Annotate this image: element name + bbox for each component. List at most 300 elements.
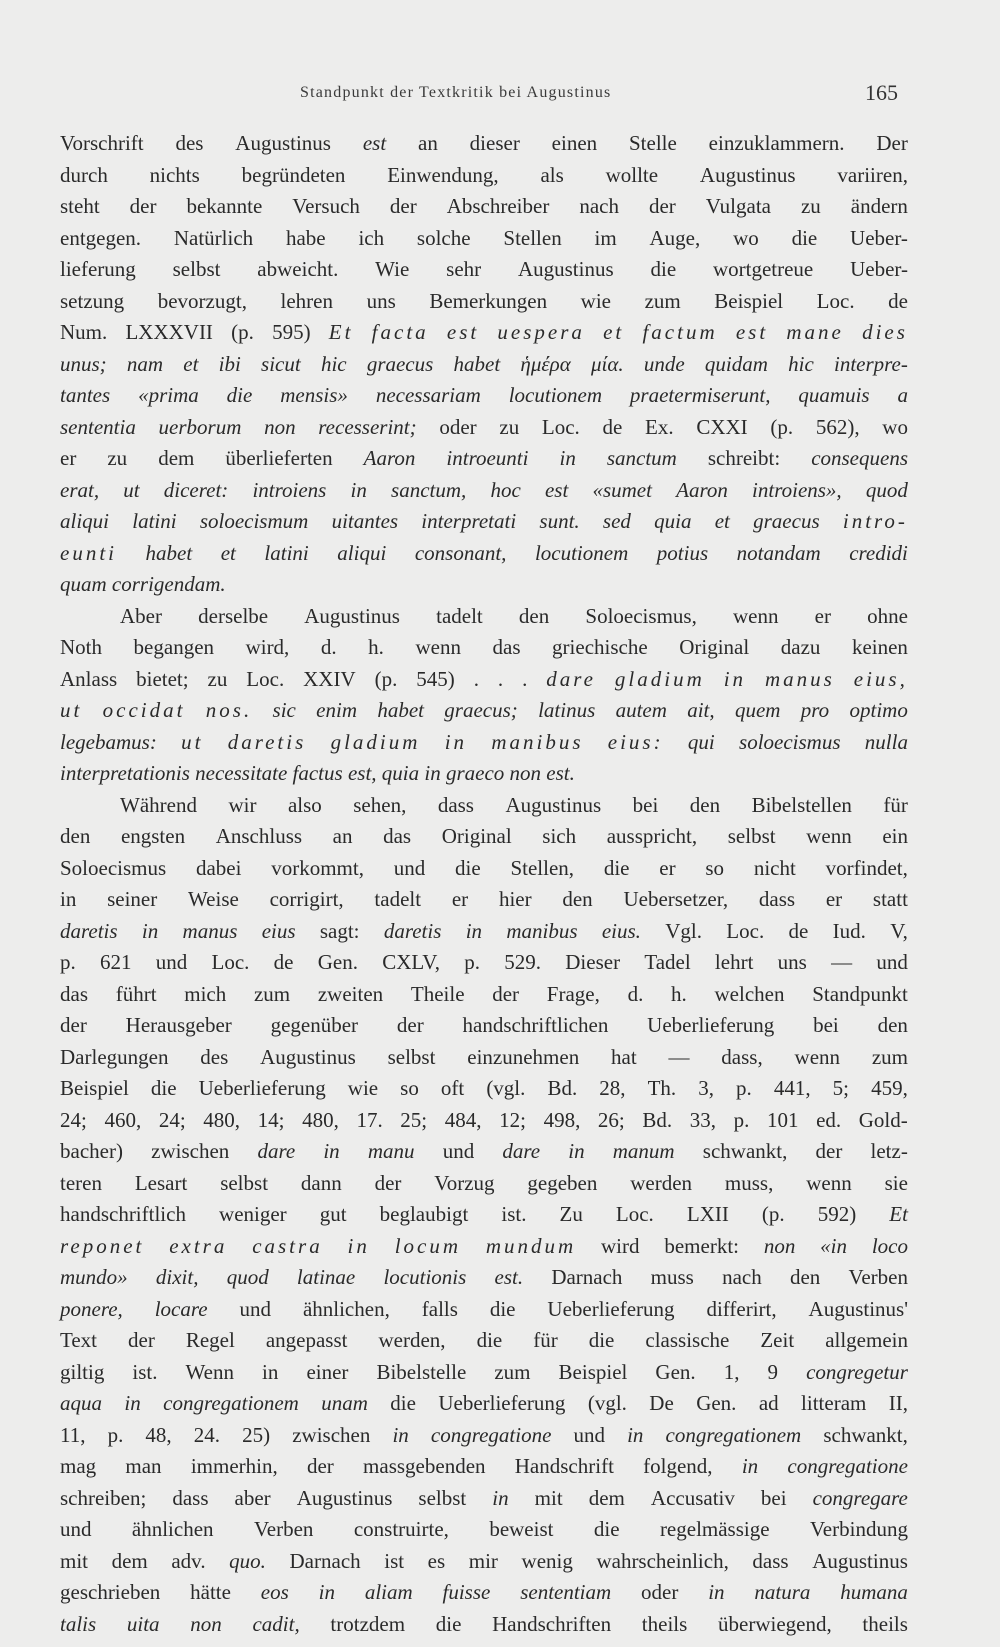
word: (vgl. <box>486 1076 526 1100</box>
word: so <box>400 1076 419 1100</box>
word: 1, <box>723 1359 740 1384</box>
word: Lesart <box>134 1170 188 1195</box>
text-line <box>60 1451 908 1483</box>
word: V, <box>890 918 908 943</box>
word: für <box>883 792 908 817</box>
word: quem <box>734 698 781 722</box>
word: tadelt <box>374 887 422 911</box>
word: muss <box>650 1265 694 1289</box>
word: Vorzug <box>434 1170 495 1195</box>
word: dem <box>588 1485 625 1510</box>
word: wenn <box>806 824 852 848</box>
word: potius <box>656 540 709 565</box>
word: mane <box>786 320 844 344</box>
word: zum <box>494 1359 531 1384</box>
word: est <box>446 320 480 344</box>
word: ähnlichen <box>131 1517 214 1541</box>
word: Num. <box>60 320 108 344</box>
text-line <box>60 1199 908 1231</box>
word: die <box>476 1328 503 1352</box>
word: in <box>708 1580 725 1604</box>
word: XXIV <box>303 666 356 691</box>
word: habet <box>377 698 424 722</box>
word: den <box>518 603 550 628</box>
word: talis <box>60 1611 97 1636</box>
word: pro <box>800 698 830 722</box>
word: wollte <box>605 162 659 187</box>
text-line <box>60 349 908 381</box>
word: introiens», <box>752 477 842 502</box>
word: begangen <box>133 635 215 659</box>
word: dazu <box>780 635 821 659</box>
text-line <box>60 601 908 633</box>
word: die <box>150 1076 177 1100</box>
word: schwankt, <box>823 1422 908 1447</box>
text-line <box>60 1546 908 1578</box>
word: sunt. <box>539 509 580 533</box>
word: differirt, <box>706 1296 777 1321</box>
word: wie <box>580 288 611 313</box>
word: dass <box>172 1485 209 1510</box>
word: selbst <box>418 1485 467 1510</box>
word: oder <box>439 414 477 439</box>
word: werden <box>630 1170 693 1195</box>
word: locare <box>154 1296 208 1321</box>
word: hic <box>320 351 347 376</box>
word: trotzdem <box>330 1611 406 1636</box>
word: ponere, <box>60 1296 123 1321</box>
text-line <box>60 506 908 538</box>
word: Beispiel <box>714 288 784 313</box>
word: mir <box>468 1548 498 1573</box>
word: Gen. <box>317 950 358 974</box>
text-line <box>60 1231 908 1263</box>
word: Augustinus' <box>808 1296 908 1321</box>
word: der <box>815 1139 843 1163</box>
word: dabei <box>195 855 242 880</box>
word: legebamus: <box>60 729 157 754</box>
word: aliam <box>364 1580 413 1604</box>
word: der <box>128 1328 155 1352</box>
word: wird, <box>245 635 290 659</box>
word: ist. <box>501 1202 527 1226</box>
word: 48, <box>145 1422 172 1447</box>
word: Ueberlieferung <box>647 1013 775 1037</box>
word: Augustinus <box>812 1548 908 1573</box>
word: adv. <box>171 1548 206 1573</box>
word: keinen <box>851 635 908 659</box>
word: dass <box>758 887 796 911</box>
word: dare <box>257 1139 296 1163</box>
word: dare <box>502 1139 541 1163</box>
word: Stellen, <box>510 855 575 880</box>
word: Anlass <box>60 666 118 691</box>
word: p. <box>464 950 481 974</box>
word: Zu <box>559 1202 583 1226</box>
word: beglaubigt <box>379 1202 469 1226</box>
word: interpre- <box>833 351 908 376</box>
text-line <box>60 1388 908 1420</box>
text-line <box>60 727 908 759</box>
text-line <box>60 443 908 475</box>
word: non <box>264 414 296 439</box>
word: quod <box>226 1265 269 1289</box>
word: humana <box>840 1580 908 1604</box>
word: 17. <box>356 1107 383 1132</box>
word: Augustinus <box>505 792 602 817</box>
word: classische <box>645 1328 730 1352</box>
word: Vgl. <box>665 918 702 943</box>
word: uitantes <box>331 509 399 533</box>
word: zum <box>871 1044 908 1069</box>
word: ed. <box>816 1107 842 1132</box>
word: des <box>200 1044 229 1069</box>
text-line <box>60 1609 908 1641</box>
word: Verbindung <box>809 1517 908 1541</box>
word: eius: <box>607 729 664 754</box>
word: führt <box>115 981 157 1006</box>
word: . <box>522 666 528 691</box>
word: Ueberlieferung <box>438 1391 566 1415</box>
word: soloecismus <box>739 729 841 754</box>
word: praetermiserunt, <box>629 383 771 407</box>
word: — <box>668 1044 690 1069</box>
word: Herausgeber <box>125 1013 232 1037</box>
word: die <box>455 855 481 880</box>
word: soloecismum <box>199 509 309 533</box>
word: mensis» <box>280 383 348 407</box>
text-line <box>60 1577 908 1609</box>
text-line <box>60 286 908 318</box>
text-line <box>60 664 908 696</box>
word: introeunti <box>446 446 529 470</box>
word: einer <box>306 1359 349 1384</box>
word: mit <box>534 1485 563 1510</box>
word: schwankt, <box>702 1139 788 1163</box>
word: Loc. <box>211 950 250 974</box>
word: 24; <box>158 1107 186 1132</box>
word: in <box>262 1359 279 1384</box>
text-line <box>60 1514 908 1546</box>
word: extra <box>169 1233 228 1258</box>
page-number: 165 <box>865 80 898 105</box>
word: d. <box>320 635 337 659</box>
word: selbst <box>220 1170 269 1195</box>
word: bacher) <box>60 1139 123 1163</box>
word: in <box>318 1580 335 1604</box>
word: Gold- <box>858 1107 908 1132</box>
word: für <box>533 1328 558 1352</box>
word: der <box>374 1170 402 1195</box>
word: 14; <box>257 1107 285 1132</box>
word: fuisse <box>442 1580 491 1604</box>
word: 595) <box>272 320 311 344</box>
word: abweicht. <box>257 257 339 281</box>
word: im <box>594 225 617 250</box>
word: in <box>323 1139 340 1163</box>
word: de <box>888 288 908 313</box>
word: der <box>60 1013 87 1037</box>
word: necessariam <box>375 383 481 407</box>
word: et <box>603 320 625 344</box>
word: eius, <box>853 666 908 691</box>
word: lehrt <box>714 950 754 974</box>
word: Zeit <box>760 1328 795 1352</box>
word: est, <box>347 761 377 785</box>
word: occidat <box>102 698 186 722</box>
word: 12; <box>499 1107 526 1132</box>
word: einzunehmen <box>467 1044 580 1069</box>
word: sicut <box>261 351 301 376</box>
word: 441, <box>773 1076 811 1100</box>
text-line <box>60 128 908 160</box>
word: ähnlichen, <box>302 1296 390 1321</box>
word: Noth <box>60 635 102 659</box>
word: quidam <box>704 351 768 376</box>
word: Augustinus <box>304 603 400 628</box>
word: wenig <box>521 1548 573 1573</box>
word: entgegen. <box>60 225 142 250</box>
body-text <box>60 128 908 1640</box>
word: Augustinus <box>235 131 331 155</box>
word: handschriftlichen <box>462 1013 609 1037</box>
word: also <box>287 792 322 817</box>
word: Bd. <box>642 1107 673 1132</box>
word: regelmässige <box>659 1517 770 1541</box>
word: Original <box>441 824 512 848</box>
word: immerhin, <box>190 1454 278 1478</box>
word: unam <box>321 1391 368 1415</box>
word: Et <box>328 320 354 344</box>
word: p. <box>107 1422 124 1447</box>
word: in <box>141 918 159 943</box>
word: Uebersetzer, <box>623 887 729 911</box>
word: Et <box>889 1202 908 1226</box>
text-line <box>60 412 908 444</box>
word: Loc. <box>541 414 580 439</box>
word: natura <box>754 1580 811 1604</box>
word: Augustinus <box>699 162 796 187</box>
word: Ex. <box>645 414 674 439</box>
word: 101 <box>766 1107 799 1132</box>
word: teren <box>60 1170 102 1195</box>
word: aqua <box>60 1391 102 1415</box>
running-title: Standpunkt der Textkritik bei Augustinus <box>300 84 612 101</box>
word: in <box>492 1485 509 1510</box>
word: überwiegend, <box>718 1611 832 1636</box>
word: (p. <box>770 414 794 439</box>
text-line <box>60 1073 908 1105</box>
word: Einwendung, <box>387 162 499 187</box>
word: geschrieben <box>60 1580 161 1604</box>
word: Augustinus <box>517 257 614 281</box>
word: diceret: <box>163 477 229 502</box>
word: construirte, <box>353 1517 449 1541</box>
word: werden, <box>378 1328 446 1352</box>
word: in <box>465 918 483 943</box>
word: die <box>588 1328 615 1352</box>
word: Frage, <box>546 981 600 1006</box>
word: allgemein <box>825 1328 908 1352</box>
word: litteram <box>801 1391 867 1415</box>
word: in <box>741 1454 759 1478</box>
word: welchen <box>714 981 785 1006</box>
word: enim <box>316 698 357 722</box>
word: selbst <box>727 824 776 848</box>
word: ad <box>758 1391 779 1415</box>
word: zu <box>207 666 228 691</box>
word: unde <box>643 351 685 376</box>
word: hic <box>788 351 814 376</box>
word: ist. <box>132 1359 158 1384</box>
word: non <box>190 1611 222 1636</box>
word: quia <box>381 761 420 785</box>
word: daretis <box>383 918 442 943</box>
text-line <box>60 916 908 948</box>
word: Loc. <box>246 666 285 691</box>
word: wo <box>733 225 759 250</box>
word: selbst <box>172 257 221 281</box>
word: zum <box>253 981 291 1006</box>
word: der <box>306 1454 334 1478</box>
word: setzung <box>60 288 125 313</box>
word: weniger <box>219 1202 287 1226</box>
word: zwischen <box>292 1422 371 1447</box>
word: ibi <box>218 351 241 376</box>
word: so <box>705 855 725 880</box>
word: optimo <box>849 698 908 722</box>
word: Aaron <box>363 446 416 470</box>
word: in <box>627 1422 644 1447</box>
word: an <box>418 131 438 155</box>
word: CXLV, <box>382 950 441 974</box>
text-line <box>60 1010 908 1042</box>
word: lieferung <box>60 257 136 281</box>
word: unus; <box>60 351 107 376</box>
word: 484, <box>444 1107 482 1132</box>
word: manibus <box>506 918 578 943</box>
word: manus <box>764 666 835 691</box>
word: congregetur <box>806 1359 908 1384</box>
text-line <box>60 1042 908 1074</box>
word: 5; <box>832 1076 850 1100</box>
word: graecus <box>366 351 434 376</box>
word: er <box>659 855 676 880</box>
word: ändern <box>850 194 908 218</box>
text-line <box>60 254 908 286</box>
word: tantes <box>60 383 111 407</box>
word: Abschreiber <box>446 194 550 218</box>
text-line <box>60 884 908 916</box>
word: Bd. <box>547 1076 578 1100</box>
word: das <box>492 635 521 659</box>
word: Der <box>876 131 908 155</box>
word: 498, <box>543 1107 581 1132</box>
word: dass <box>752 1548 789 1573</box>
word: bei <box>760 1485 787 1510</box>
word: factum <box>642 320 718 344</box>
word: handschriftlich <box>60 1202 186 1226</box>
word: Wie <box>375 257 410 281</box>
word: sed <box>602 509 631 533</box>
word: Tadel <box>644 950 691 974</box>
word: est. <box>494 1265 524 1289</box>
word: manibus <box>491 729 584 754</box>
word: die <box>603 855 630 880</box>
word: sehr <box>446 257 482 281</box>
word: locutionem <box>534 540 629 565</box>
word: Bemerkungen <box>429 288 548 313</box>
word: nicht <box>753 855 796 880</box>
word: graecus <box>753 509 820 533</box>
word: und <box>442 1139 475 1163</box>
word: bei <box>813 1013 839 1037</box>
word: graeco <box>445 761 505 785</box>
word: locum <box>394 1233 462 1258</box>
word: nam <box>126 351 164 376</box>
word: Augustinus <box>296 1485 393 1510</box>
word: giltig <box>60 1359 105 1384</box>
word: bei <box>632 792 659 817</box>
word: er <box>451 887 469 911</box>
word: d. <box>627 981 644 1006</box>
word: dem <box>111 1548 148 1573</box>
word: Gen. <box>655 1359 696 1384</box>
word: locutionem <box>508 383 603 407</box>
word: intro- <box>842 509 908 533</box>
word: vorfindet, <box>825 855 908 880</box>
word: eius <box>261 918 296 943</box>
word: oder <box>641 1580 679 1604</box>
text-line <box>60 380 908 412</box>
word: und <box>393 855 426 880</box>
word: er <box>825 887 843 911</box>
word: (vgl. <box>587 1391 627 1415</box>
word: durch <box>60 162 108 187</box>
word: manu <box>367 1139 415 1163</box>
word: est <box>544 477 569 502</box>
word: der <box>389 194 417 218</box>
word: Theile <box>410 981 465 1006</box>
word: nach <box>722 1265 762 1289</box>
word: «prima <box>138 383 199 407</box>
word: mag <box>60 1454 97 1478</box>
word: steht <box>60 194 100 218</box>
word: notandam <box>736 540 821 565</box>
word: latinae <box>296 1265 356 1289</box>
word: daretis <box>60 918 118 943</box>
word: dare <box>546 666 596 691</box>
word: quod <box>865 477 908 502</box>
word: in <box>444 729 468 754</box>
word: Accusativ <box>650 1485 735 1510</box>
word: sich <box>542 824 577 848</box>
word: μία. <box>590 351 624 376</box>
word: der <box>648 194 676 218</box>
word: (p. <box>374 666 398 691</box>
word: et <box>183 351 199 376</box>
word: wenn <box>794 1044 841 1069</box>
word: Gen. <box>696 1391 737 1415</box>
word: in <box>392 1422 409 1447</box>
word: est. <box>546 761 575 785</box>
word: Verben <box>848 1265 908 1289</box>
word: Auge, <box>649 225 701 250</box>
word: die <box>226 383 253 407</box>
word: corrigendam. <box>111 572 226 596</box>
word: Weise <box>188 887 239 911</box>
word: 26; <box>597 1107 625 1132</box>
